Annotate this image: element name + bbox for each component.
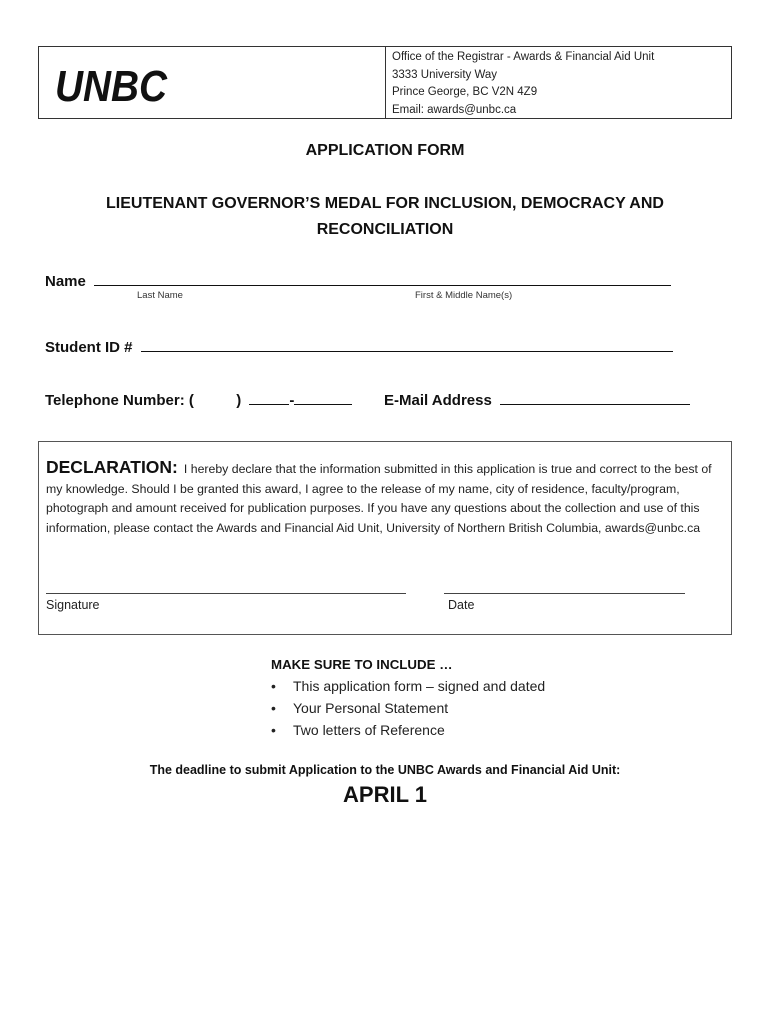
- bullet-icon: •: [271, 700, 276, 716]
- bullet-icon: •: [271, 678, 276, 694]
- name-field: [45, 269, 671, 290]
- phone-number-line[interactable]: [294, 388, 352, 405]
- student-id-input-line[interactable]: [141, 335, 673, 352]
- telephone-close-paren: ): [236, 392, 242, 409]
- header-box: [38, 46, 732, 119]
- date-label: Date: [448, 598, 475, 612]
- signature-label: Signature: [46, 598, 100, 612]
- signature-line[interactable]: [46, 593, 406, 594]
- student-id-label: Student ID #: [45, 339, 133, 356]
- name-label: Name: [45, 273, 86, 290]
- first-name-label: First & Middle Name(s): [415, 290, 513, 301]
- declaration-text-block: [46, 458, 726, 538]
- office-line: Office of the Registrar - Awards & Financial Aid Unit: [392, 51, 655, 63]
- student-id-field: [45, 335, 673, 356]
- bullet-icon: •: [271, 722, 276, 738]
- checklist-items: [271, 675, 545, 741]
- list-item-text: This application form – signed and dated: [293, 678, 546, 694]
- office-line: Prince George, BC V2N 4Z9: [392, 86, 538, 98]
- checklist: [271, 657, 545, 741]
- list-item-text: Your Personal Statement: [293, 700, 449, 716]
- logo-text: UNBC: [55, 62, 169, 111]
- office-email: Email: awards@unbc.ca: [392, 103, 517, 116]
- email-field: [384, 388, 690, 409]
- phone-prefix-line[interactable]: [249, 388, 289, 405]
- unbc-logo-image: [53, 57, 173, 113]
- email-input-line[interactable]: [500, 388, 690, 405]
- phone-dash: -: [289, 392, 295, 409]
- telephone-field: [45, 388, 352, 409]
- declaration-box: [38, 441, 732, 635]
- list-item: [271, 675, 545, 697]
- deadline-text: The deadline to submit Application to the UNBC Awards and Financial Aid Unit:: [149, 763, 621, 777]
- unbc-logo: [53, 57, 173, 113]
- name-input-line[interactable]: [94, 269, 671, 286]
- telephone-label: Telephone Number: (: [45, 392, 194, 409]
- header-divider: [385, 47, 386, 119]
- deadline-date: APRIL 1: [343, 782, 427, 807]
- subtitle-line-2: RECONCILIATION: [316, 221, 454, 238]
- last-name-label: Last Name: [137, 290, 183, 301]
- office-address: [392, 49, 654, 119]
- declaration-heading: DECLARATION:: [46, 457, 178, 477]
- checklist-heading: MAKE SURE TO INCLUDE …: [271, 657, 453, 672]
- subtitle-line-1: LIEUTENANT GOVERNOR’S MEDAL FOR INCLUSION, DEMOCRACY AND: [106, 195, 664, 212]
- email-label: E-Mail Address: [384, 392, 492, 409]
- list-item-text: Two letters of Reference: [293, 722, 445, 738]
- list-item: [271, 697, 545, 719]
- list-item: [271, 719, 545, 741]
- declaration-text: I hereby declare that the information submitted in this application is true and correct to the best of my knowledge. Should I be granted this award, I agree to the release of my name, city of residence, faculty/program, photograph and amount received for publication purposes. If you have any questions about the collection and use of this information, please contact the Awards and Financial Aid Unit, University of Northern British Columbia, awards@unbc.ca: [46, 462, 712, 535]
- form-subtitle: [0, 191, 770, 243]
- date-line[interactable]: [444, 593, 685, 594]
- form-title: APPLICATION FORM: [305, 142, 465, 159]
- office-line: 3333 University Way: [392, 68, 498, 81]
